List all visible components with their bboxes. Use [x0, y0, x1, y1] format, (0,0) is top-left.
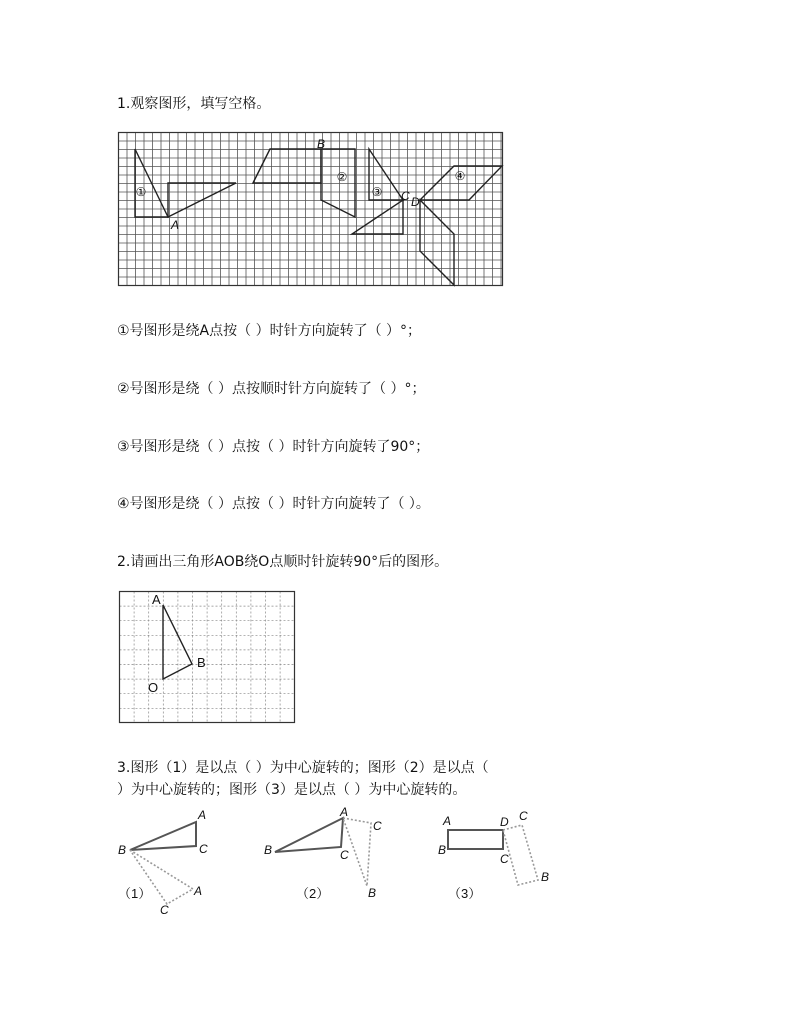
- q2-grid: [120, 592, 295, 723]
- q1-title: 1.观察图形，填写空格。: [117, 96, 271, 112]
- fig1-label-A1: A: [198, 808, 207, 822]
- fig2-triangle: [275, 818, 343, 852]
- fig3-label-D: D: [500, 815, 509, 829]
- q3-figures: [110, 800, 570, 922]
- label-n4: ④: [454, 169, 466, 183]
- fig1-label-C1: C: [199, 842, 208, 856]
- label-A: A: [171, 218, 180, 232]
- q1-grid: [119, 133, 503, 286]
- label-D: D: [411, 195, 420, 209]
- q2-grid-figure: [116, 588, 298, 725]
- fig1-label-C2: C: [160, 903, 169, 917]
- q1-line-3: ③号图形是绕（ ）点按（ ）时针方向旋转了90°；: [117, 439, 430, 455]
- fig1-label-B: B: [118, 843, 127, 857]
- fig1-caption: （1）: [118, 886, 152, 901]
- label-n2: ②: [336, 170, 348, 184]
- fig3-caption: （3）: [448, 886, 482, 901]
- fig2-label-B2: B: [368, 886, 377, 900]
- fig2-label-C2: C: [373, 819, 382, 833]
- fig3-label-C2: C: [500, 852, 509, 866]
- fig1-label-A2: A: [194, 884, 203, 898]
- shape-4-rotated: [420, 200, 454, 285]
- fig3-label-B1: B: [438, 843, 447, 857]
- shape-1-original: [135, 149, 168, 217]
- q1-line-4: ④号图形是绕（ ）点按（ ）时针方向旋转了（ ）。: [117, 496, 430, 512]
- fig2-label-A: A: [340, 805, 349, 819]
- fig2-label-B1: B: [264, 843, 273, 857]
- q3-line-1: 3.图形（1）是以点（ ）为中心旋转的；图形（2）是以点（: [117, 760, 489, 776]
- q1-line-2: ②号图形是绕（ ）点按顺时针方向旋转了（ ）°；: [117, 381, 426, 397]
- label-B: B: [317, 137, 326, 151]
- fig3-label-C1: C: [519, 809, 528, 823]
- q2-title: 2.请画出三角形AOB绕O点顺时针旋转90°后的图形。: [117, 554, 449, 570]
- fig3-label-B2: B: [541, 870, 550, 884]
- triangle-AOB: [163, 605, 192, 679]
- q1-line-1: ①号图形是绕A点按（ ）时针方向旋转了（ ）°；: [117, 323, 422, 339]
- q3-line-2: ）为中心旋转的；图形（3）是以点（ ）为中心旋转的。: [117, 782, 467, 798]
- q2-label-O: O: [148, 680, 159, 695]
- label-n1: ①: [135, 185, 147, 199]
- fig2-label-C1: C: [340, 848, 349, 862]
- q1-grid-figure: [116, 130, 506, 288]
- fig1-triangle: [130, 822, 196, 850]
- label-n3: ③: [371, 185, 383, 199]
- fig2-caption: （2）: [296, 886, 330, 901]
- fig3-label-A: A: [443, 814, 452, 828]
- fig3-rectangle: [448, 830, 503, 849]
- shape-3-rotated: [352, 200, 403, 234]
- q1-shapes: [135, 149, 502, 285]
- q2-label-B: B: [197, 655, 206, 670]
- label-C: C: [401, 189, 410, 203]
- q2-label-A: A: [152, 592, 161, 607]
